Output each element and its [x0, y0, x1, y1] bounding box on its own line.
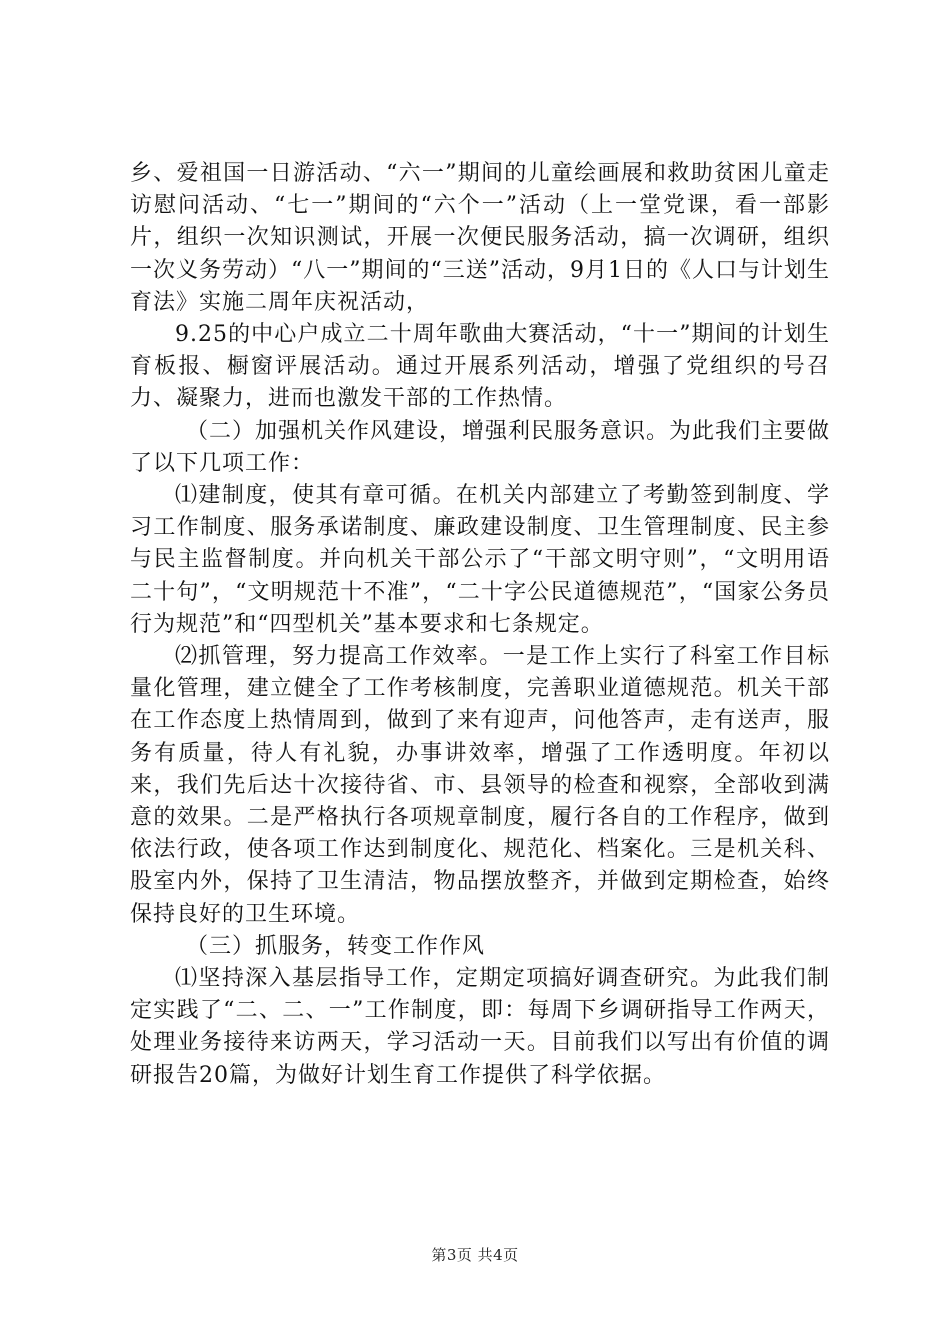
section-heading-2: （二）加强机关作风建设，增强利民服务意识。为此我们主要做了以下几项工作：	[130, 418, 831, 476]
paragraph-activities: 9.25的中心户成立二十周年歌曲大赛活动，“十一”期间的计划生育板报、橱窗评展活动。通过开展系列活动，增强了党组织的号召力、凝聚力，进而也激发干部的工作热情。	[130, 322, 830, 412]
paragraph-research: ⑴坚持深入基层指导工作，定期定项搞好调查研究。为此我们制定实践了“二、二、一”工作制度，即：每周下乡调研指导工作两天，处理业务接待来访两天，学习活动一天。目前我们以写出有价值的调研报告20篇，为做好计划生育工作提供了科学依据。	[130, 966, 830, 1088]
section-heading-3: （三）抓服务，转变工作作风	[186, 933, 486, 959]
page-number-footer: 第3页 共4页	[431, 1246, 519, 1264]
paragraph-continued: 乡、爱祖国一日游活动、“六一”期间的儿童绘画展和救助贫困儿童走访慰问活动、“七一”期间的“六个一”活动（上一堂党课，看一部影片，组织一次知识测试，开展一次便民服务活动，搞一次调研，组织一次义务劳动）“八一”期间的“三送”活动，9月1日的《人口与计划生育法》实施二周年庆祝活动，	[130, 161, 830, 315]
document-body	[130, 158, 830, 1092]
paragraph-rules: ⑴建制度，使其有章可循。在机关内部建立了考勤签到制度、学习工作制度、服务承诺制度、廉政建设制度、卫生管理制度、民主参与民主监督制度。并向机关干部公示了“干部文明守则”，“文明用语二十句”，“文明规范十不准”，“二十字公民道德规范”，“国家公务员行为规范”和“四型机关”基本要求和七条规定。	[130, 483, 830, 637]
paragraph-management: ⑵抓管理，努力提高工作效率。一是工作上实行了科室工作目标量化管理，建立健全了工作考核制度，完善职业道德规范。机关干部在工作态度上热情周到，做到了来有迎声，问他答声，走有送声，服务有质量，待人有礼貌，办事讲效率，增强了工作透明度。年初以来，我们先后达十次接待省、市、县领导的检查和视察，全部收到满意的效果。二是严格执行各项规章制度，履行各自的工作程序，做到依法行政，使各项工作达到制度化、规范化、档案化。三是机关科、股室内外，保持了卫生清洁，物品摆放整齐，并做到定期检查，始终保持良好的卫生环境。	[130, 644, 830, 927]
